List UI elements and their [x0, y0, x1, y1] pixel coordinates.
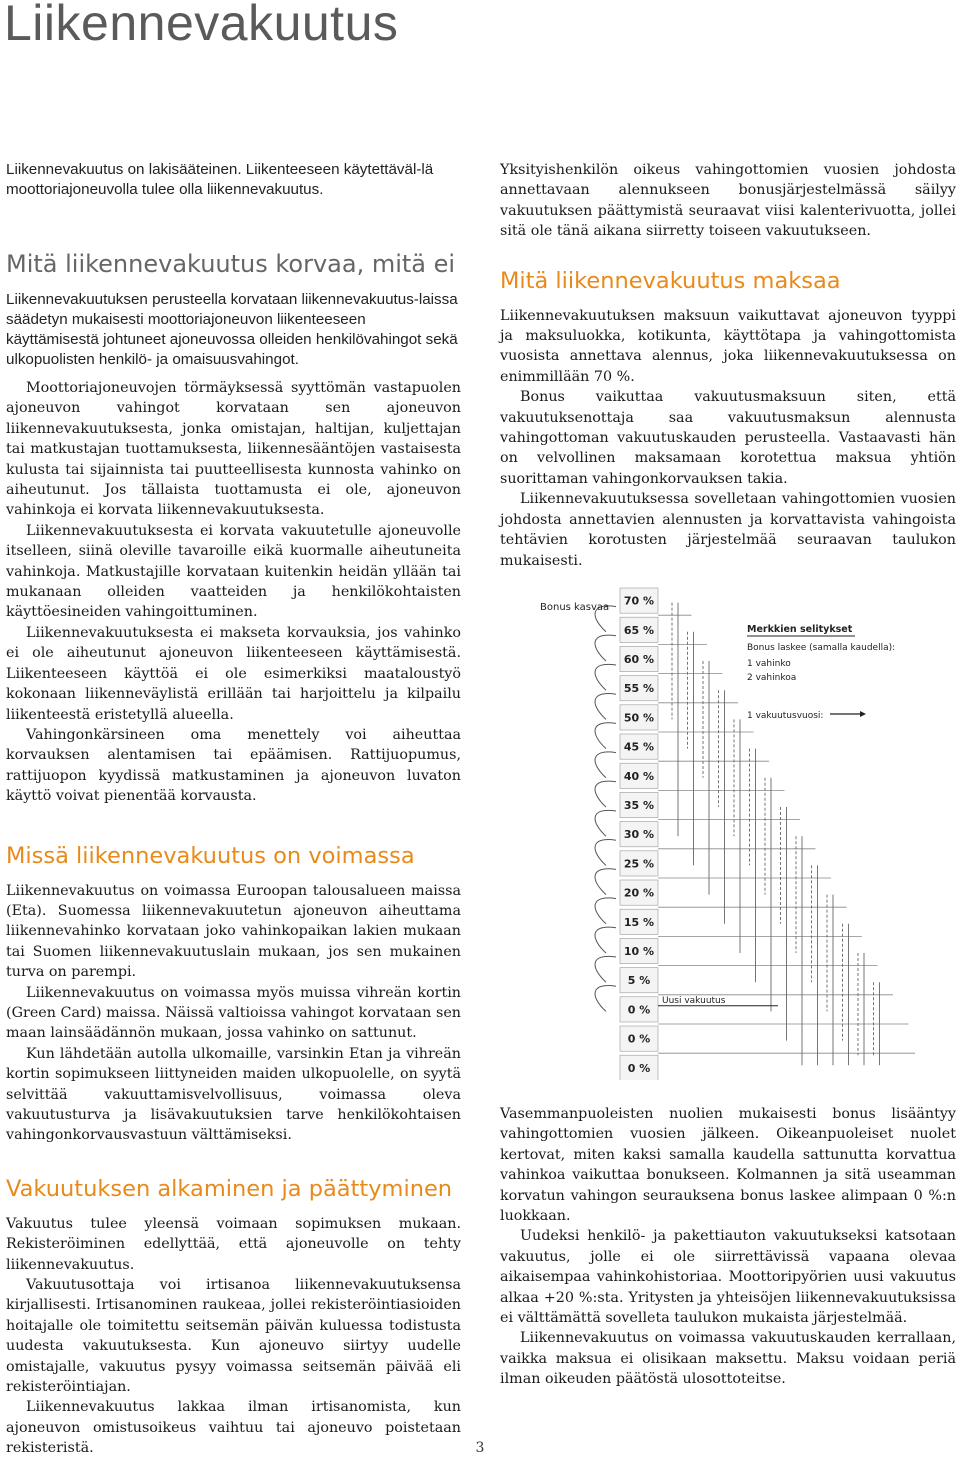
section2-paragraph: Liikennevakuutus on voimassa myös muissa vihreän kortin (Green Card) maissa. Näissä valtioissa vahingot korvataan sen maan lainsäädännön mukaan, jossa vahinko on sattunut. — [6, 984, 461, 1042]
bonus-level-label: 55 % — [623, 682, 655, 696]
bonus-increase-arrow — [595, 898, 616, 924]
maksaa-paragraph: Liikennevakuutuksen maksuun vaikuttavat ajoneuvon tyyppi ja maksuluokka, kotikunta, käyttötapa ja vahingottomista vuosista annettava alennus, joka liikennevakuutuksessa on enimmillään 70 %. — [500, 307, 956, 385]
bonus-kasvaa-label: Bonus kasvaa — [540, 602, 610, 613]
bonus-level-label: 0 % — [627, 1032, 651, 1046]
section-heading-korvaa: Mitä liikennevakuutus korvaa, mitä ei — [6, 250, 456, 278]
bonus-increase-arrow — [595, 840, 616, 866]
section1-paragraph: Liikennevakuutuksesta ei makseta korvauksia, jos vahinko ei ole aiheutunut ajoneuvon liikenteeseen käyttämisestä. Liikenteeseen käyttöä ei ole esimerkiksi maataloustyö kokonaan liikenneväylistä erillään tai harjoittelu ja kilpailu liikenteestä eristetyllä alueella. — [6, 624, 461, 723]
bonus-level-label: 20 % — [623, 886, 655, 900]
bonus-level-label: 15 % — [623, 915, 655, 929]
bonus-level-label: 30 % — [623, 828, 655, 842]
new-insurance-label: Uusi vakuutus — [662, 995, 726, 1006]
section1-paragraph: Moottoriajoneuvojen törmäyksessä syyttömän vastapuolen ajoneuvon vahingot korvataan sen ajoneuvon liikennevakuutuksesta, jonka omistajan, haltijan, kuljettajan tai matkustajan tuottamuksesta, liikennesääntöjen vastaisesta kulusta tai sijainnista tai puutteellisesta kunnosta vahinko on aiheutunut. Jos tällaista tuottamusta ei ole, ajoneuvon vahinkoja ei korvata liikennevakuutuksesta. — [6, 380, 461, 519]
page-number: 3 — [475, 1440, 485, 1456]
maksaa-paragraph: Liikennevakuutuksessa sovelletaan vahingottomien vuosien johdosta annettavien alennusten ja korvattavista vahingoista tehtävien korotusten järjestelmää seuraavan taulukon mukaisesti. — [500, 491, 956, 569]
legend-title: Merkkien selitykset — [747, 624, 853, 635]
legend-item-2: 2 vahinkoa — [747, 673, 797, 683]
bonus-level-label: 40 % — [623, 769, 655, 783]
chart-explanation-paragraph: Uudeksi henkilö- ja pakettiauton vakuutukseksi katsotaan vakuutus, jolle ei ole siirrettävissä vapaana olevaa aikaisempaa vahinkohistoriaa. Moottoripyörien uusi vakuutus alkaa +20 %:sta. Yritysten ja yhteisöjen liikennevakuutuksissa ei välttämättä sovelleta taulukon mukaista järjestelmää. — [500, 1228, 956, 1327]
bonus-level-label: 45 % — [623, 740, 655, 754]
bonus-level-label: 60 % — [623, 653, 655, 666]
bonus-chart-svg — [510, 580, 935, 1080]
bonus-increase-arrow — [595, 694, 616, 720]
left-column — [6, 160, 461, 1459]
legend-subtitle: Bonus laskee (samalla kaudella): — [747, 643, 896, 653]
section1-paragraph: Vahingonkärsineen oma menettely voi aiheuttaa korvauksen alentamisen tai epäämisen. Rattijuopumus, rattijuopon kyydissä matkustaminen ja ajoneuvon luvaton käyttö voivat pienentää korvausta. — [6, 726, 461, 805]
bonus-level-label: 10 % — [623, 945, 655, 958]
chart-explanation-paragraph: Liikennevakuutus on voimassa vakuutuskauden kerrallaan, vaikka maksua ei olisikaan maksettu. Maksu voidaan periä ilman oikeuden päätöstä ulosottoteitse. — [500, 1330, 956, 1388]
section1-paragraph: Liikennevakuutuksesta ei korvata vakuutetulle ajoneuvolle itselleen, siinä oleville tavaroille eikä kuormalle aiheutuneita vahinkoja. Matkustajille korvataan kuitenkin heidän yllään tai mukanaan olleiden vaatteiden ja henkilökohtaisten käyttöesineiden vahingoittuminen. — [6, 522, 461, 621]
section3-paragraph: Vakuutus tulee yleensä voimaan sopimuksen mukaan. Rekisteröiminen edellyttää, että ajoneuvolle on tehty liikennevakuutus. — [6, 1215, 461, 1273]
bonus-increase-arrow — [595, 986, 616, 1012]
bonus-level-label: 0 % — [627, 1061, 651, 1075]
bonus-increase-arrow — [595, 752, 616, 778]
bonus-increase-arrow — [595, 810, 616, 836]
page-title: Liikennevakuutus — [4, 0, 399, 51]
bonus-chart — [510, 580, 935, 1080]
bonus-increase-arrow — [595, 869, 616, 895]
bonus-level-label: 50 % — [623, 711, 655, 725]
right-column — [500, 160, 956, 571]
bonus-increase-arrow — [595, 781, 616, 807]
section1-lead: Liikennevakuutuksen perusteella korvataan liikennevakuutus-laissa säädetyn mukaisesti moottoriajoneuvon liikenteeseen käyttämisestä johtuneet ajoneuvossa olleiden henkilövahingot sekä ulkopuolisten henkilö- ja omaisuusvahingot. — [6, 291, 458, 368]
bonus-level-label: 0 % — [627, 1003, 651, 1017]
bonus-increase-arrow — [595, 635, 616, 661]
legend-one-year: 1 vakuutusvuosi: — [747, 711, 824, 721]
section-heading-maksaa: Mitä liikennevakuutus maksaa — [500, 267, 841, 294]
bonus-level-label: 5 % — [627, 974, 651, 988]
right-column-lower — [500, 1104, 956, 1390]
section2-paragraph: Liikennevakuutus on voimassa Euroopan talousalueen maissa (Eta). Suomessa liikennevakuutetun ajoneuvon aiheuttama liikennevahinko korvataan joko vahinkopaikan lakien mukaan tai Suomen liikennevakuutuslain mukaan, jos sen mukainen turva on parempi. — [6, 882, 461, 981]
bonus-increase-arrow — [595, 723, 616, 749]
section3-paragraph: Liikennevakuutus lakkaa ilman irtisanomista, kun ajoneuvon omistusoikeus vaihtuu tai ajoneuvo poistetaan rekisteristä. — [6, 1399, 461, 1457]
bonus-increase-arrow — [595, 956, 616, 982]
bonus-level-label: 35 % — [623, 799, 655, 812]
legend-item-1: 1 vahinko — [747, 659, 791, 669]
bonus-level-label: 70 % — [623, 594, 655, 608]
chart-explanation-paragraph: Vasemmanpuoleisten nuolien mukaisesti bonus lisääntyy vahingottomien vuosien jälkeen. Oikeanpuoleiset nuolet kertovat, miten kaksi samalla kaudella sattunutta korvattua vahinkoa vaikuttaa bonukseen. Kolmannen ja sitä useamman korvatun vahingon seurauksena bonus laskee alimpaan 0 %:n luokkaan. — [500, 1106, 956, 1225]
bonus-level-label: 65 % — [623, 623, 655, 637]
intro-text: Liikennevakuutus on lakisääteinen. Liikenteeseen käytettäväl-lä moottoriajoneuvolla tulee olla liikennevakuutus. — [6, 161, 434, 198]
right-intro-paragraph: Yksityishenkilön oikeus vahingottomien vuosien johdosta annettavaan alennukseen bonusjärjestelmässä säilyy vakuutuksen päättymistä seuraavat viisi kalenterivuotta, jollei sitä ole tänä aikana siirretty toiseen vakuutukseen. — [500, 162, 956, 240]
bonus-increase-arrow — [595, 927, 616, 953]
section-heading-alkaminen: Vakuutuksen alkaminen ja päättyminen — [6, 1175, 453, 1202]
maksaa-paragraph: Bonus vaikuttaa vakuutusmaksuun siten, että vakuutuksenottaja saa vakuutusmaksun alennusta vahingottoman vakuutuskauden perusteella. Vastaavasti hän on velvollinen maksamaan korotettua maksua yhtiön suorittaman vahingonkorvauksen takia. — [500, 389, 956, 487]
section2-paragraph: Kun lähdetään autolla ulkomaille, varsinkin Etan ja vihreän kortin sopimukseen liittyneiden maiden ulkopuolelle, on syytä selvittää vakuuttamisvelvollisuus, voimassa oleva vakuutusturva ja lisävakuutuksien tarve henkilökohtaisen vahingonkorvausvastuun välttämiseksi. — [6, 1045, 461, 1144]
chart-legend — [747, 624, 895, 721]
section-heading-voimassa: Missä liikennevakuutus on voimassa — [6, 842, 415, 869]
bonus-increase-arrow — [595, 664, 616, 690]
bonus-level-label: 25 % — [623, 857, 655, 871]
section3-paragraph: Vakuutusottaja voi irtisanoa liikennevakuutuksensa kirjallisesti. Irtisanominen raukeaa, jollei rekisteröintiasioiden hoitajalle ole toimitettu seitsemän päivän kuluessa todistusta uudesta vakuutuksesta. Kun ajoneuvo siirtyy uudelle omistajalle, vakuutus pysyy voimassa seitsemän päivää eli rekisteröintiajan. — [6, 1277, 461, 1396]
